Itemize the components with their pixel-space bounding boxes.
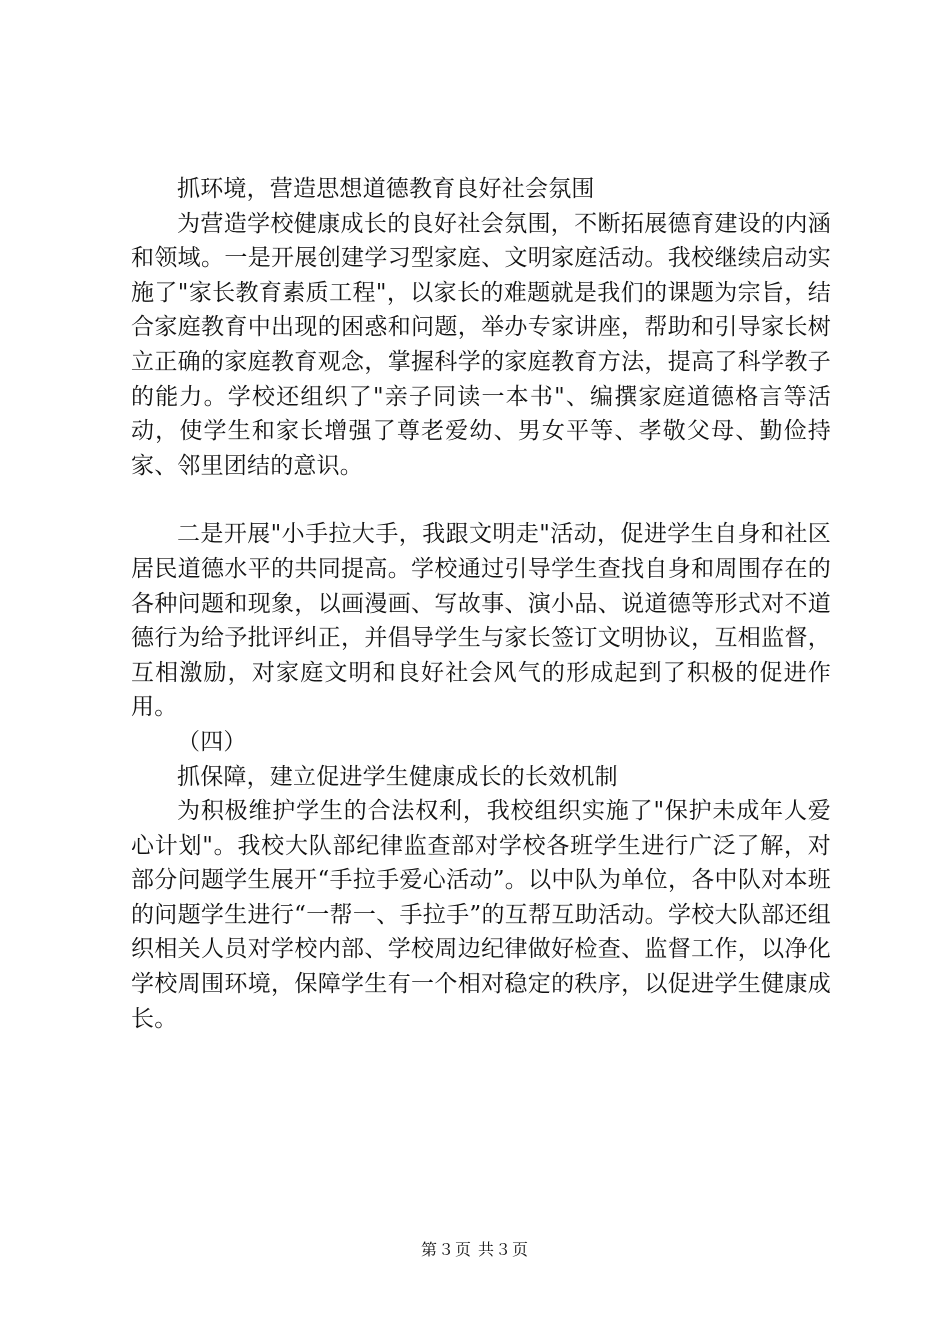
section-number: （四） (177, 728, 247, 755)
paragraph-protection-plan: 为积极维护学生的合法权利，我校组织实施了"保护未成年人爱心计划"。我校大队部纪律监查部对学校各班学生进行广泛了解，对部分问题学生展开“手拉手爱心活动”。以中队为单位，各中队对本班的问题学生进行“一帮一、手拉手”的互帮互助活动。学校大队部还组织相关人员对学校内部、学校周边纪律做好检查、监督工作，以净化学校周围环境，保障学生有一个相对稳定的秩序，以促进学生健康成长。 (131, 798, 831, 1032)
paragraph-civilization-activity: 二是开展"小手拉大手，我跟文明走"活动，促进学生自身和社区居民道德水平的共同提高。学校通过引导学生查找自身和周围存在的各种问题和现象，以画漫画、写故事、演小品、说道德等形式对不道德行为给予批评纠正，并倡导学生与家长签订文明协议，互相监督，互相激励，对家庭文明和良好社会风气的形成起到了积极的促进作用。 (131, 521, 831, 721)
document-body (131, 172, 831, 1036)
section-heading-environment: 抓环境，营造思想道德教育良好社会氛围 (177, 176, 595, 202)
paragraph-family-education: 为营造学校健康成长的良好社会氛围，不断拓展德育建设的内涵和领域。一是开展创建学习型家庭、文明家庭活动。我校继续启动实施了"家长教育素质工程"，以家长的难题就是我们的课题为宗旨，结合家庭教育中出现的困惑和问题，举办专家讲座，帮助和引导家长树立正确的家庭教育观念，掌握科学的家庭教育方法，提高了科学教子的能力。学校还组织了"亲子同读一本书"、编撰家庭道德格言等活动，使学生和家长增强了尊老爱幼、男女平等、孝敬父母、勤俭持家、邻里团结的意识。 (131, 210, 831, 479)
section-heading-safeguard: 抓保障，建立促进学生健康成长的长效机制 (177, 763, 618, 790)
page-number: 第３页 共３页 (420, 1240, 530, 1259)
